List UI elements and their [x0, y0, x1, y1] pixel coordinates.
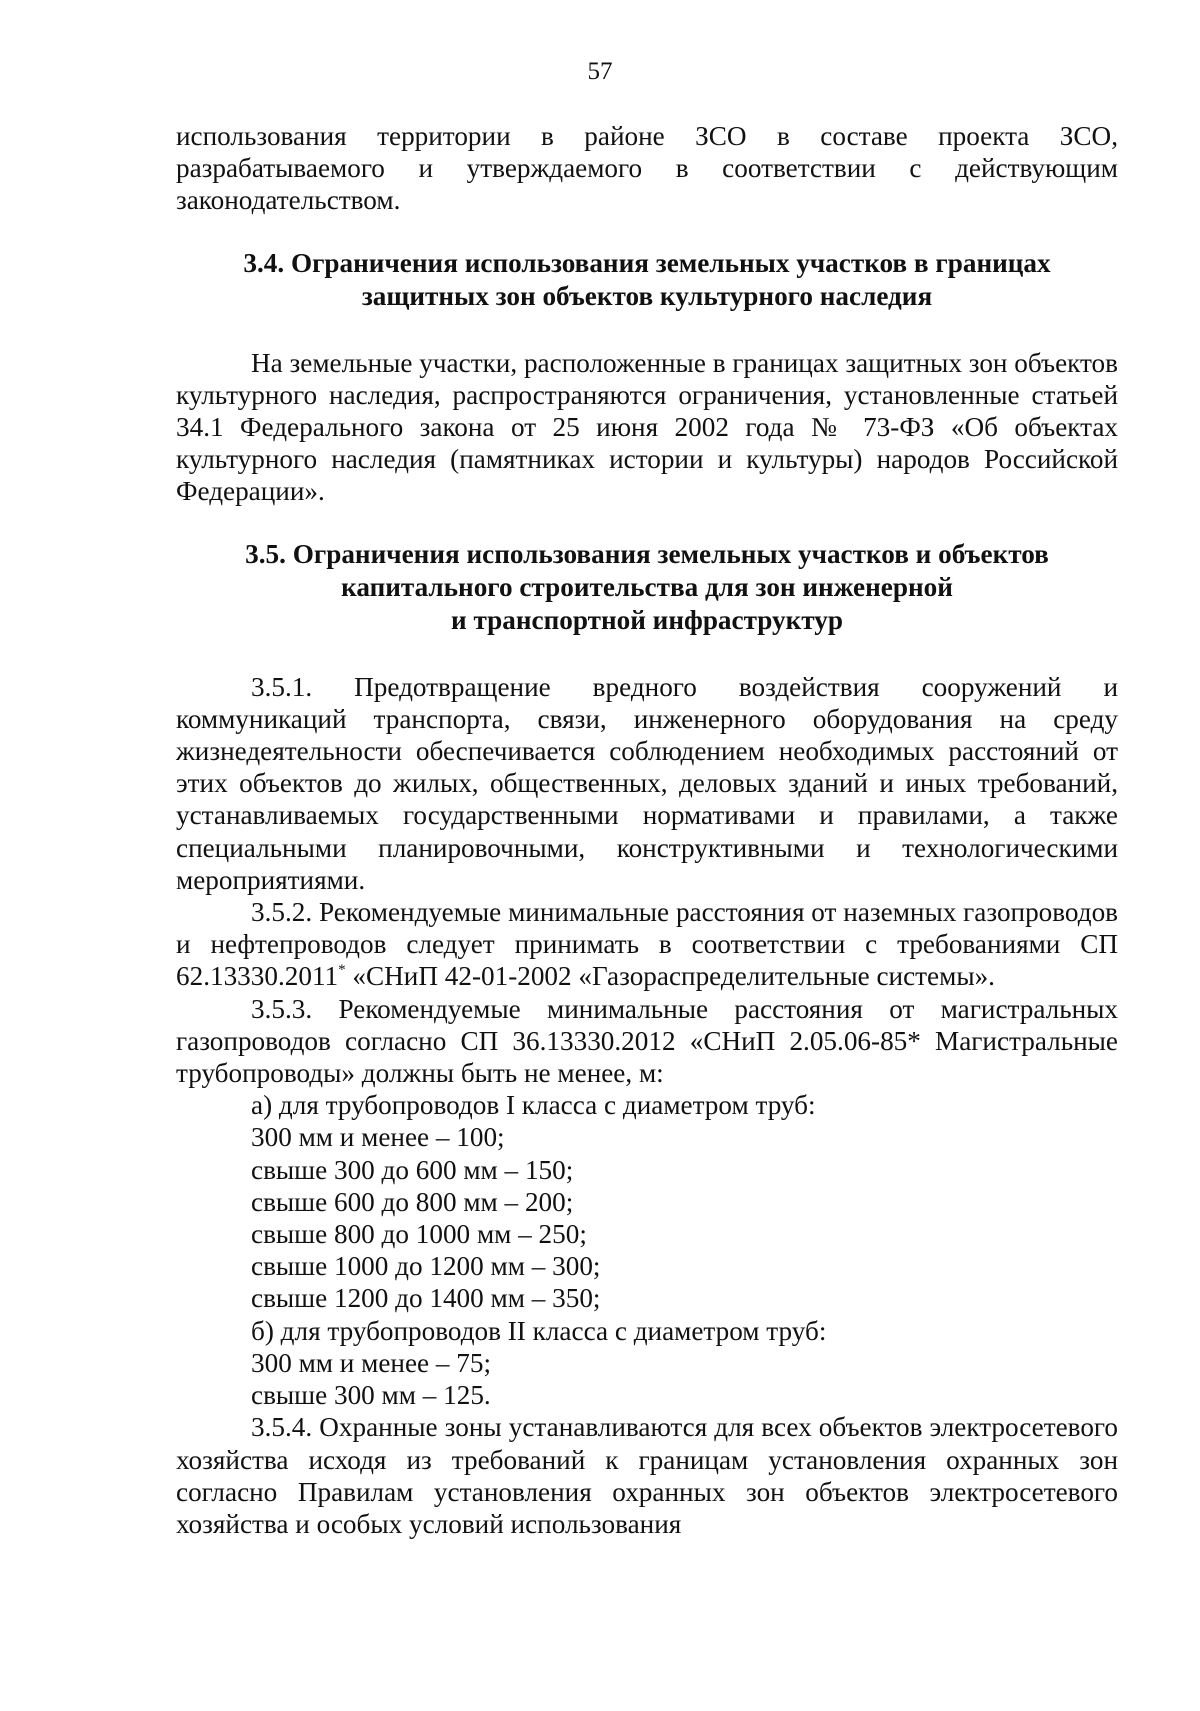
section-3-5-heading-line-1: 3.5. Ограничения использования земельных участков и объектов: [245, 538, 1049, 569]
list-item: а) для трубопроводов I класса с диаметром труб:: [251, 1090, 816, 1121]
paragraph-3-5-1: 3.5.1. Предотвращение вредного воздействия сооружений и коммуникаций транспорта, связи, инженерного оборудования на среду жизнедеятельности обеспечивается соблюдением необходимых расстояний от этих объектов до жилых, общественных, деловых зданий и иных требований, устанавливаемых государственными нормативами и правилами, а также специальными планировочными, конструктивными и технологическими мероприятиями.: [176, 671, 1118, 895]
list-item: свыше 300 мм – 125.: [251, 1380, 491, 1411]
paragraph-3-5-2: [176, 896, 1118, 993]
paragraph-3-5-3: 3.5.3. Рекомендуемые минимальные расстояния от магистральных газопроводов согласно СП 36.13330.2012 «СНиП 2.05.06-85* Магистральные трубопроводы» должны быть не менее, м:: [176, 993, 1118, 1089]
distance-list: [176, 1089, 1118, 1411]
section-3-5-heading-line-2: капитального строительства для зон инженерной: [341, 571, 953, 602]
paragraph-3-5-2-tail: «СНиП 42-01-2002 «Газораспределительные системы».: [345, 961, 995, 992]
section-3-4-heading-line-2: защитных зон объектов культурного наследия: [361, 280, 933, 311]
page-number: 57: [587, 58, 613, 85]
footnote-asterisk: *: [338, 962, 346, 979]
paragraph-3-5-4: 3.5.4. Охранные зоны устанавливаются для всех объектов электросетевого хозяйства исходя из требований к границам установления охранных зон согласно Правилам установления охранных зон объектов электросетевого хозяйства и особых условий использования: [176, 1412, 1118, 1539]
list-item: 300 мм и менее – 75;: [251, 1347, 492, 1378]
section-3-5-heading-line-3: и транспортной инфраструктур: [450, 604, 844, 635]
list-item: свыше 1200 до 1400 мм – 350;: [251, 1283, 601, 1314]
list-item: свыше 300 до 600 мм – 150;: [251, 1154, 574, 1185]
list-item: свыше 800 до 1000 мм – 250;: [251, 1219, 587, 1250]
list-item: б) для трубопроводов II класса с диаметром труб:: [251, 1315, 827, 1346]
section-3-4-paragraph: На земельные участки, расположенные в границах защитных зон объектов культурного наследия, распространяются ограничения, установленные статьей 34.1 Федерального закона от 25 июня 2002 года № 73-ФЗ «Об объектах культурного наследия (памятниках истории и культуры) народов Российской Федерации».: [176, 347, 1118, 507]
paragraph-3-5-2-main: 3.5.2. Рекомендуемые минимальные расстояния от наземных газопроводов и нефтепроводов следует принимать в соответствии с требованиями СП 62.13330.2011: [176, 897, 1118, 992]
intro-paragraph: использования территории в районе ЗСО в составе проекта ЗСО, разрабатываемого и утверждаемого в соответствии с действующим законодательством.: [176, 121, 1118, 216]
section-3-4-heading-line-1: 3.4. Ограничения использования земельных участков в границах: [243, 247, 1051, 278]
list-item: свыше 1000 до 1200 мм – 300;: [251, 1251, 601, 1282]
document-body: [176, 120, 1118, 1540]
list-item: 300 мм и менее – 100;: [251, 1122, 505, 1153]
list-item: свыше 600 до 800 мм – 200;: [251, 1186, 574, 1217]
